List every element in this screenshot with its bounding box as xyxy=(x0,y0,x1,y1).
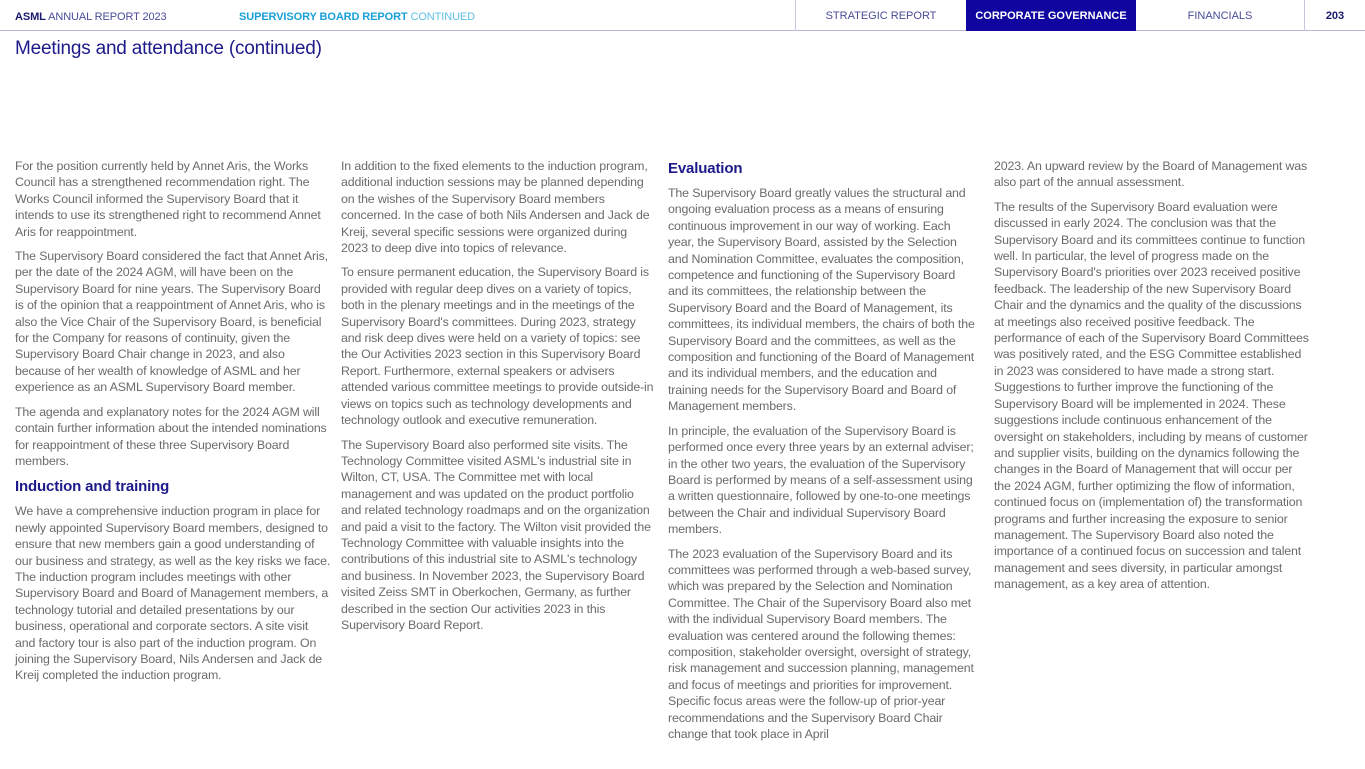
paragraph: In principle, the evaluation of the Supervisory Board is performed once every three years by an external adviser; in the other two years, the evaluation of the Supervisory Board is performed by means of a self-assessment using a written questionnaire, followed by one-to-one meetings between the Chair and individual Supervisory Board members. xyxy=(668,423,974,537)
paragraph: 2023. An upward review by the Board of Management was also part of the annual assessment. xyxy=(994,159,1308,190)
report-name: ANNUAL REPORT 2023 xyxy=(45,11,167,23)
paragraph: We have a comprehensive induction program in place for newly appointed Supervisory Board members, designed to ensure that new members gain a good understanding of our business and strategy, as well as the key risks we face. The induction program includes meetings with other Supervisory Board and Board of Management members, a technology tutorial and detailed presentations by our business, operational and corporate sectors. A site visit and factory tour is also part of the induction program. On joining the Supervisory Board, Nils Andersen and Jack de Kreij completed the induction program. xyxy=(15,504,331,683)
paragraph: In addition to the fixed elements to the induction program, additional induction sessions may be planned depending on the wishes of the Supervisory Board members concerned. In the case of both Nils Andersen and Jack de Kreij, several specific sessions were organized during 2023 to deep dive into topics of relevance. xyxy=(341,159,650,256)
report-section-nav xyxy=(795,0,1365,31)
heading-induction-and-training: Induction and training xyxy=(15,478,170,496)
section-name: SUPERVISORY BOARD REPORT xyxy=(239,11,408,23)
page-number: 203 xyxy=(1304,0,1365,31)
paragraph: The 2023 evaluation of the Supervisory Board and its committees was performed through a web-based survey, which was prepared by the Selection and Nomination Committee. The Chair of the Supervisory Board also met with the individual Supervisory Board members. The evaluation was centered around the following themes: composition, stakeholder oversight, oversight of strategy, risk management and succession planning, management and focus of meetings and priorities for improvement. Specific focus areas were the follow-up of prior-year recommendations and the Supervisory Board Chair change that took place in April xyxy=(668,546,974,741)
paragraph: To ensure permanent education, the Supervisory Board is provided with regular deep dives on a variety of topics, both in the plenary meetings and in the meetings of the Supervisory Board's committees. During 2023, strategy and risk deep dives were held on a variety of topics: see the Our Activities 2023 section in this Supervisory Board Report. Furthermore, external speakers or advisers attended various committee meetings to provide outside-in views on topics such as technology developments and technology outlook and executive remuneration. xyxy=(341,265,654,428)
text-column-1 xyxy=(15,158,331,692)
section-continued-label: CONTINUED xyxy=(407,11,475,23)
report-brand[interactable] xyxy=(15,11,167,23)
paragraph: The results of the Supervisory Board evaluation were discussed in early 2024. The conclusion was that the Supervisory Board and its committees continue to function well. In particular, the level of progress made on the Supervisory Board's priorities over 2023 received positive feedback. The leadership of the new Supervisory Board Chair and the dynamics and the quality of the discussions at meetings also received positive feedback. The performance of each of the Supervisory Board Committees was positively rated, and the ESG Committee established in 2023 was considered to have made a strong start. Suggestions to further improve the functioning of the Supervisory Board will be implemented in 2024. These suggestions include continuous enhancement of the oversight on stakeholders, including by means of customer and supplier visits, building on the dynamics following the changes in the Board of Management that will occur per the 2024 AGM, further optimizing the flow of information, continued focus on (implementation of) the transformation programs and further increasing the exposure to senior management. The Supervisory Board also noted the importance of a continued focus on succession and talent management and sees diversity, in particular amongst management, as a key area of attention. xyxy=(994,199,1309,592)
page-title: Meetings and attendance (continued) xyxy=(15,38,322,59)
section-breadcrumb[interactable] xyxy=(239,11,475,23)
brand-name: ASML xyxy=(15,11,46,23)
tab-corporate-governance[interactable]: CORPORATE GOVERNANCE xyxy=(966,0,1136,31)
text-column-3 xyxy=(668,158,978,750)
text-column-4 xyxy=(994,158,1310,601)
tab-financials[interactable]: FINANCIALS xyxy=(1187,9,1253,22)
top-navigation-bar xyxy=(0,0,1365,31)
heading-evaluation: Evaluation xyxy=(668,160,743,177)
paragraph: The Supervisory Board considered the fact that Annet Aris, per the date of the 2024 AGM, will have been on the Supervisory Board for nine years. The Supervisory Board is of the opinion that a reappointment of Annet Aris, who is also the Vice Chair of the Supervisory Board, is beneficial for the Company for reasons of continuity, given the Supervisory Board Chair change in 2023, and also because of her wealth of knowledge of ASML and her experience as an ASML Supervisory Board member. xyxy=(15,249,328,395)
tab-strategic-report[interactable]: STRATEGIC REPORT xyxy=(795,0,966,31)
paragraph: The agenda and explanatory notes for the 2024 AGM will contain further information about the intended nominations for reappointment of these three Supervisory Board members. xyxy=(15,404,327,468)
paragraph: For the position currently held by Annet Aris, the Works Council has a strengthened recommendation right. The Works Council informed the Supervisory Board that it intends to use its strengthened right to recommend Annet Aris for reappointment. xyxy=(15,159,321,239)
text-column-2 xyxy=(341,158,657,641)
paragraph: The Supervisory Board greatly values the structural and ongoing evaluation process as a means of ensuring continuous improvement in our way of working. Each year, the Supervisory Board, assisted by the Selection and Nomination Committee, evaluates the composition, competence and functioning of the Supervisory Board and its committees, the relationship between the Supervisory Board and the Board of Management, its committees, its individual members, the chairs of both the Supervisory Board and the committees, as well as the composition and functioning of the Board of Management and its individual members, and the education and training needs for the Supervisory Board and Board of Management members. xyxy=(668,186,975,414)
paragraph: The Supervisory Board also performed site visits. The Technology Committee visited ASML's industrial site in Wilton, CT, USA. The Committee met with local management and was updated on the product portfolio and related technology roadmaps and on the organization and paid a visit to the factory. The Wilton visit provided the Technology Committee with valuable insights into the contributions of this industrial site to ASML's technology and business. In November 2023, the Supervisory Board visited Zeiss SMT in Oberkochen, Germany, as further described in the section Our activities 2023 in this Supervisory Board Report. xyxy=(341,437,651,632)
